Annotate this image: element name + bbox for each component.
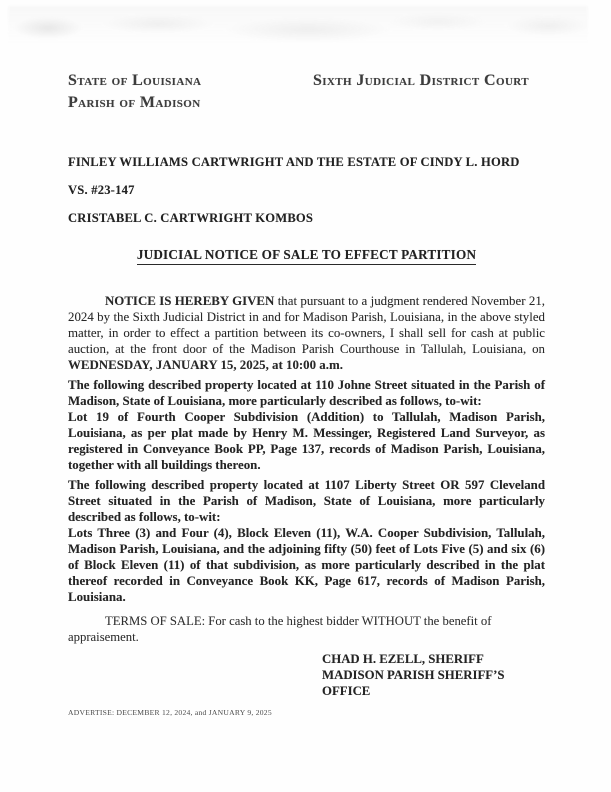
scan-smudge: [8, 6, 588, 54]
property-second-description: Lots Three (3) and Four (4), Block Eleven (11), W.A. Cooper Subdivision, Tallulah, Madison Parish, Louisiana, and the adjoining fifty (50) feet of Lots Five (5) and six (6) of Block Eleven (11) of that subdivision, as more particularly described in the plat thereof recorded in Conveyance Book KK, Page 617, records of Madison Parish, Louisiana.: [68, 526, 545, 604]
property-description-second: [68, 477, 545, 605]
sheriff-name: CHAD H. EZELL, SHERIFF: [322, 652, 484, 666]
caption-defendant: CRISTABEL C. CARTWRIGHT KOMBOS: [68, 211, 314, 225]
title-wrap: [68, 246, 545, 265]
header-parish: Parish of Madison: [68, 94, 201, 111]
property-first-intro: The following described property located at 110 Johne Street situated in the Parish of Madison, State of Louisiana, more particularly described as follows, to-wit:: [68, 378, 545, 408]
notice-lead: NOTICE IS HEREBY GIVEN: [105, 294, 275, 308]
sheriff-office: MADISON PARISH SHERIFF’S OFFICE: [322, 668, 505, 698]
advertise-dates: ADVERTISE: DECEMBER 12, 2024, and JANUARY 9, 2025: [68, 708, 272, 717]
document-title: JUDICIAL NOTICE OF SALE TO EFFECT PARTITION: [137, 246, 476, 265]
notice-body: that pursuant to a judgment rendered November 21, 2024 by the Sixth Judicial District in and for Madison Parish, Louisiana, in the above styled matter, in order to effect a partition between its co-owners, I shall sell for cash at public auction, at the front door of the Madison Parish Courthouse in Tallulah, Louisiana, on: [68, 294, 545, 356]
court-header: [68, 70, 545, 114]
caption-plaintiff: FINLEY WILLIAMS CARTWRIGHT AND THE ESTATE OF CINDY L. HORD: [68, 155, 520, 169]
terms-of-sale: TERMS OF SALE: For cash to the highest bidder WITHOUT the benefit of appraisement.: [68, 614, 492, 644]
case-caption: [68, 148, 545, 232]
property-second-intro: The following described property located at 1107 Liberty Street OR 597 Cleveland Street situated in the Parish of Madison, State of Louisiana, more particularly described as follows, to-wit:: [68, 478, 545, 524]
caption-case-number: VS. #23-147: [68, 183, 135, 197]
header-left: [68, 70, 201, 114]
notice-paragraph: [68, 293, 545, 373]
notice-date-emphasis: WEDNESDAY, JANUARY 15, 2025, at 10:00 a.m.: [68, 358, 343, 372]
property-description-first: [68, 377, 545, 473]
header-court: Sixth Judicial District Court: [312, 72, 529, 89]
signature-block: [322, 651, 545, 699]
header-state: State of Louisiana: [68, 72, 202, 89]
property-first-description: Lot 19 of Fourth Cooper Subdivision (Addition) to Tallulah, Madison Parish, Louisiana, as per plat made by Henry M. Messinger, Registered Land Surveyor, as registered in Conveyance Book PP, Page 137, records of Madison Parish, Louisiana, together with all buildings thereon.: [68, 410, 545, 472]
